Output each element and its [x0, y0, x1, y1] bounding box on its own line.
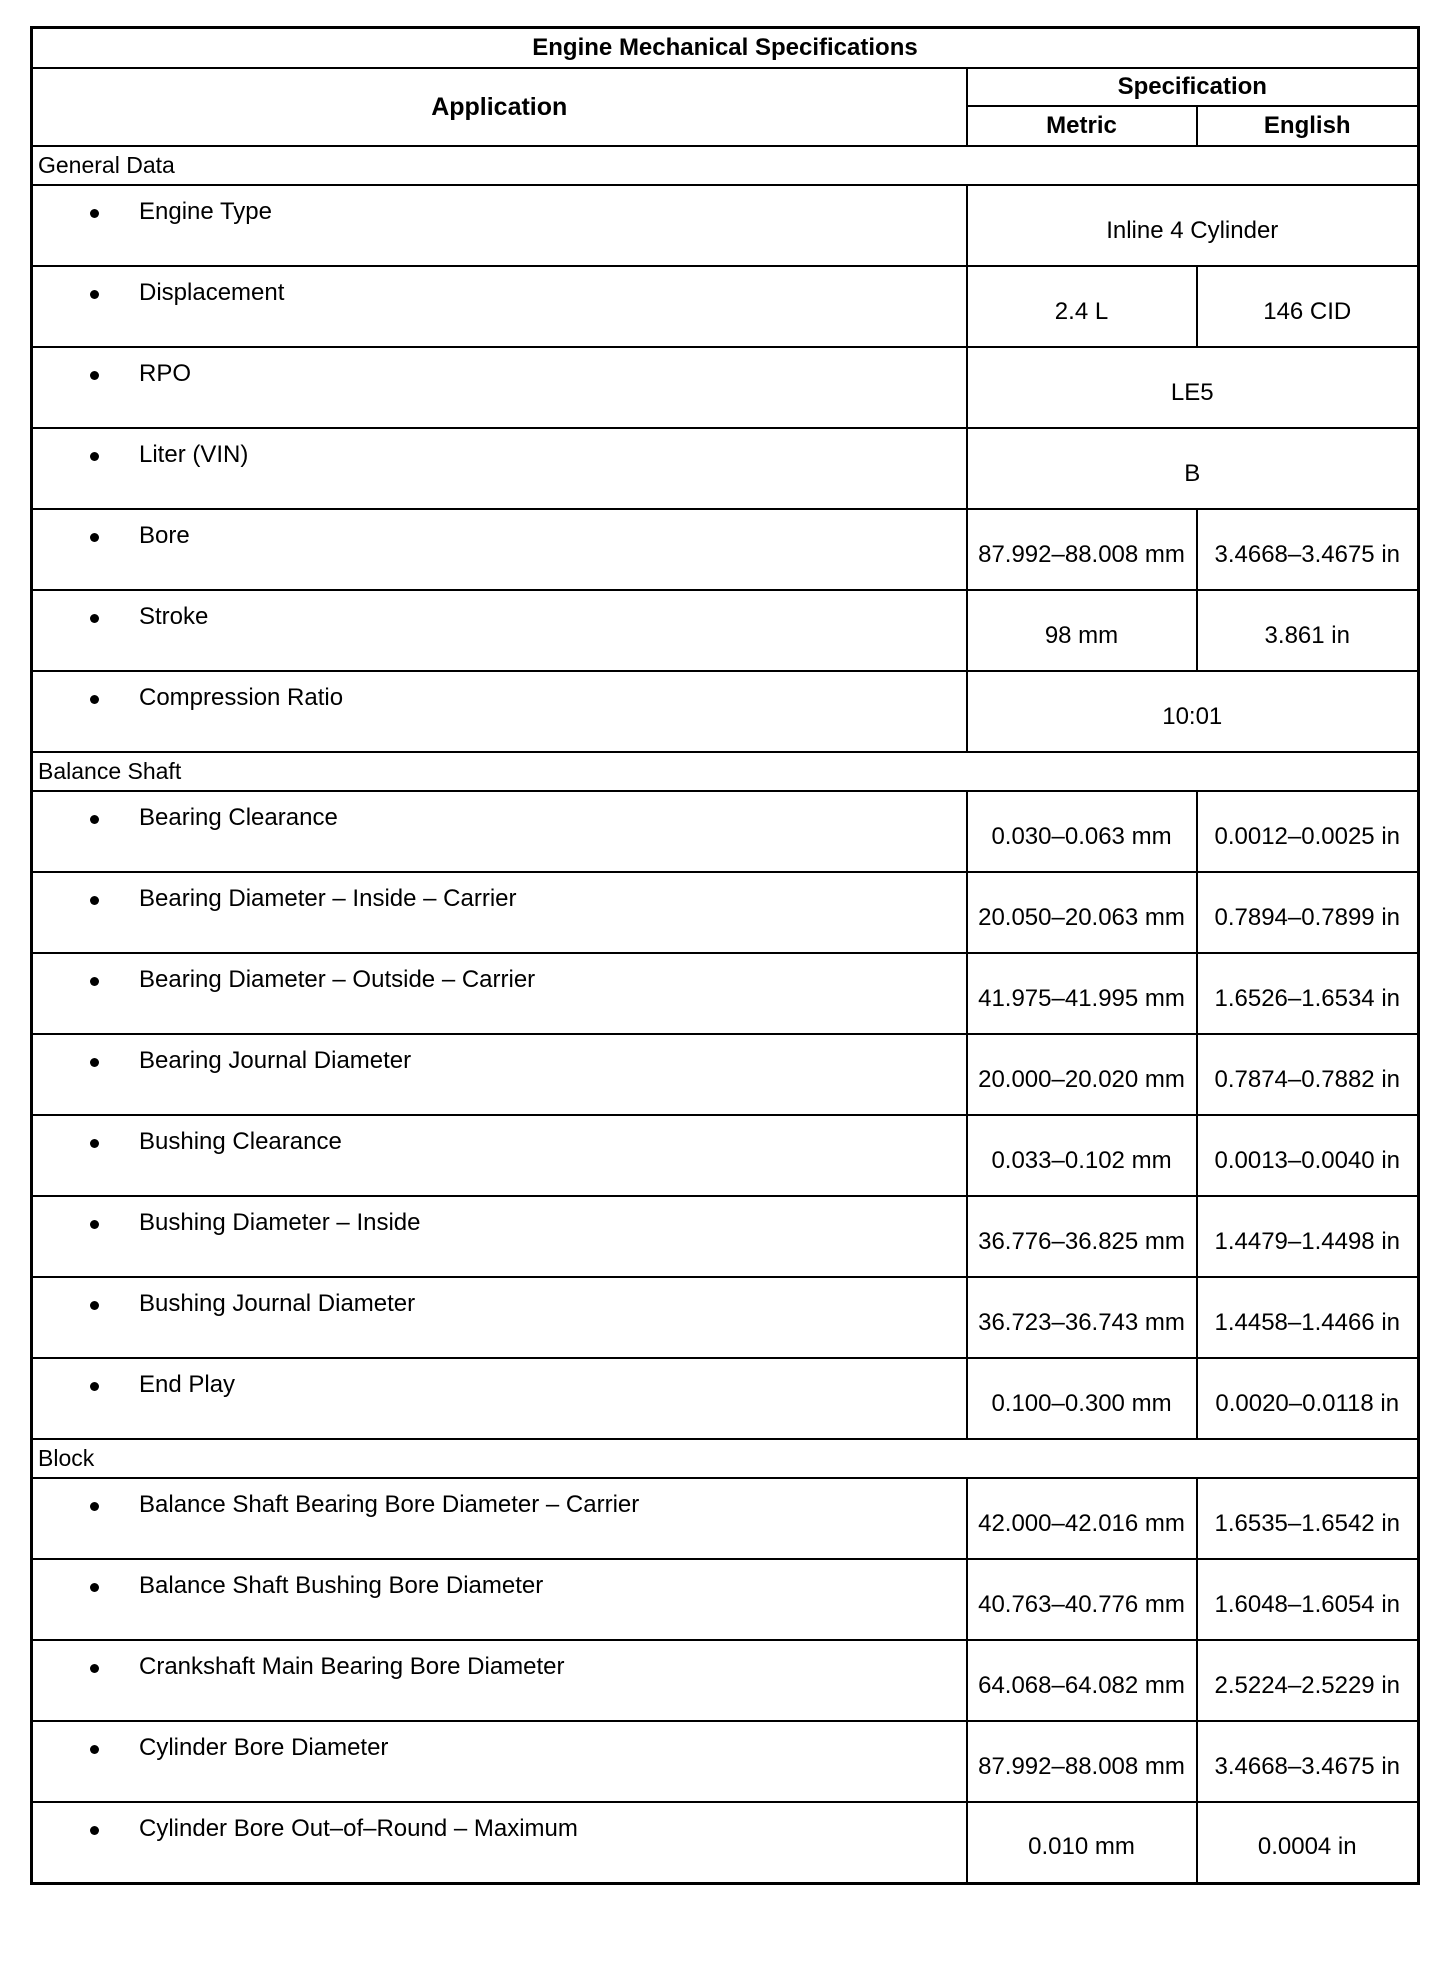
english-value-cell: 1.4479–1.4498 in [1197, 1196, 1419, 1277]
application-label: Liter (VIN) [139, 441, 249, 468]
table-row [32, 1115, 1419, 1196]
bullet-icon [90, 896, 99, 905]
table-row [32, 347, 1419, 428]
bullet-icon [90, 371, 99, 380]
bullet-icon [90, 1502, 99, 1511]
bullet-icon [90, 977, 99, 986]
application-label: Compression Ratio [139, 684, 344, 711]
bullet-icon [90, 695, 99, 704]
metric-value-cell: 41.975–41.995 mm [967, 953, 1197, 1034]
english-value-cell: 1.6526–1.6534 in [1197, 953, 1419, 1034]
application-cell [32, 590, 967, 671]
metric-value-cell: 40.763–40.776 mm [967, 1559, 1197, 1640]
metric-value-cell: 36.723–36.743 mm [967, 1277, 1197, 1358]
application-cell [32, 1196, 967, 1277]
spec-value-cell: 10:01 [967, 671, 1419, 752]
application-label: Bearing Clearance [139, 804, 338, 831]
bullet-icon [90, 209, 99, 218]
english-value-cell: 1.6535–1.6542 in [1197, 1478, 1419, 1559]
table-row [32, 1640, 1419, 1721]
bullet-icon [90, 533, 99, 542]
bullet-icon [90, 815, 99, 824]
table-row [32, 185, 1419, 266]
english-value-cell: 3.861 in [1197, 590, 1419, 671]
application-label: Bushing Diameter – Inside [139, 1209, 421, 1236]
metric-value-cell: 0.033–0.102 mm [967, 1115, 1197, 1196]
specification-header: Specification [967, 68, 1419, 106]
table-row [32, 1196, 1419, 1277]
application-label: Bore [139, 522, 190, 549]
bullet-icon [90, 1139, 99, 1148]
bullet-icon [90, 1382, 99, 1391]
spec-table-body [32, 146, 1419, 1883]
section-row [32, 752, 1419, 791]
application-cell [32, 185, 967, 266]
application-label: RPO [139, 360, 192, 387]
bullet-icon [90, 1058, 99, 1067]
table-row [32, 671, 1419, 752]
table-row [32, 953, 1419, 1034]
metric-value-cell: 0.010 mm [967, 1802, 1197, 1883]
application-header: Application [32, 68, 967, 146]
english-value-cell: 0.0020–0.0118 in [1197, 1358, 1419, 1439]
metric-value-cell: 64.068–64.082 mm [967, 1640, 1197, 1721]
bullet-icon [90, 614, 99, 623]
application-cell [32, 1034, 967, 1115]
table-row [32, 590, 1419, 671]
table-row [32, 1277, 1419, 1358]
english-header: English [1197, 106, 1419, 146]
english-value-cell: 1.4458–1.4466 in [1197, 1277, 1419, 1358]
engine-spec-table [30, 26, 1420, 1885]
application-cell [32, 266, 967, 347]
bullet-icon [90, 1664, 99, 1673]
table-row [32, 1478, 1419, 1559]
application-cell [32, 1478, 967, 1559]
bullet-icon [90, 1583, 99, 1592]
table-row [32, 791, 1419, 872]
spec-value-cell: Inline 4 Cylinder [967, 185, 1419, 266]
metric-value-cell: 2.4 L [967, 266, 1197, 347]
bullet-icon [90, 1301, 99, 1310]
table-row [32, 872, 1419, 953]
section-title: General Data [32, 146, 1419, 185]
english-value-cell: 3.4668–3.4675 in [1197, 509, 1419, 590]
application-label: Balance Shaft Bushing Bore Diameter [139, 1572, 544, 1599]
spec-value-cell: LE5 [967, 347, 1419, 428]
application-cell [32, 791, 967, 872]
application-cell [32, 428, 967, 509]
application-label: Stroke [139, 603, 209, 630]
table-row [32, 1559, 1419, 1640]
english-value-cell: 146 CID [1197, 266, 1419, 347]
section-row [32, 1439, 1419, 1478]
metric-header: Metric [967, 106, 1197, 146]
bullet-icon [90, 452, 99, 461]
application-cell [32, 671, 967, 752]
table-row [32, 428, 1419, 509]
application-label: Engine Type [139, 198, 272, 225]
table-row [32, 1358, 1419, 1439]
english-value-cell: 0.7894–0.7899 in [1197, 872, 1419, 953]
application-label: Bushing Journal Diameter [139, 1290, 416, 1317]
application-cell [32, 872, 967, 953]
section-title: Block [32, 1439, 1419, 1478]
application-cell [32, 1721, 967, 1802]
application-label: Bushing Clearance [139, 1128, 342, 1155]
application-label: Displacement [139, 279, 285, 306]
spec-value-cell: B [967, 428, 1419, 509]
metric-value-cell: 42.000–42.016 mm [967, 1478, 1197, 1559]
application-label: Bearing Diameter – Inside – Carrier [139, 885, 517, 912]
bullet-icon [90, 1826, 99, 1835]
application-cell [32, 347, 967, 428]
english-value-cell: 3.4668–3.4675 in [1197, 1721, 1419, 1802]
application-label: End Play [139, 1371, 236, 1398]
english-value-cell: 0.7874–0.7882 in [1197, 1034, 1419, 1115]
application-cell [32, 1559, 967, 1640]
english-value-cell: 1.6048–1.6054 in [1197, 1559, 1419, 1640]
application-label: Bearing Diameter – Outside – Carrier [139, 966, 536, 993]
metric-value-cell: 98 mm [967, 590, 1197, 671]
metric-value-cell: 87.992–88.008 mm [967, 509, 1197, 590]
metric-value-cell: 87.992–88.008 mm [967, 1721, 1197, 1802]
table-row [32, 266, 1419, 347]
application-cell [32, 1640, 967, 1721]
application-cell [32, 953, 967, 1034]
metric-value-cell: 20.050–20.063 mm [967, 872, 1197, 953]
metric-value-cell: 20.000–20.020 mm [967, 1034, 1197, 1115]
bullet-icon [90, 290, 99, 299]
section-title: Balance Shaft [32, 752, 1419, 791]
bullet-icon [90, 1745, 99, 1754]
table-row [32, 1034, 1419, 1115]
english-value-cell: 0.0004 in [1197, 1802, 1419, 1883]
table-row [32, 1721, 1419, 1802]
table-title: Engine Mechanical Specifications [32, 28, 1419, 69]
table-row [32, 509, 1419, 590]
metric-value-cell: 0.100–0.300 mm [967, 1358, 1197, 1439]
table-row [32, 1802, 1419, 1883]
application-label: Crankshaft Main Bearing Bore Diameter [139, 1653, 565, 1680]
application-cell [32, 1358, 967, 1439]
metric-value-cell: 0.030–0.063 mm [967, 791, 1197, 872]
section-row [32, 146, 1419, 185]
bullet-icon [90, 1220, 99, 1229]
application-cell [32, 1115, 967, 1196]
application-label: Bearing Journal Diameter [139, 1047, 412, 1074]
english-value-cell: 2.5224–2.5229 in [1197, 1640, 1419, 1721]
application-cell [32, 509, 967, 590]
application-label: Cylinder Bore Diameter [139, 1734, 389, 1761]
english-value-cell: 0.0013–0.0040 in [1197, 1115, 1419, 1196]
english-value-cell: 0.0012–0.0025 in [1197, 791, 1419, 872]
application-label: Balance Shaft Bearing Bore Diameter – Carrier [139, 1491, 640, 1518]
application-label: Cylinder Bore Out–of–Round – Maximum [139, 1815, 578, 1842]
application-cell [32, 1277, 967, 1358]
metric-value-cell: 36.776–36.825 mm [967, 1196, 1197, 1277]
application-cell [32, 1802, 967, 1883]
